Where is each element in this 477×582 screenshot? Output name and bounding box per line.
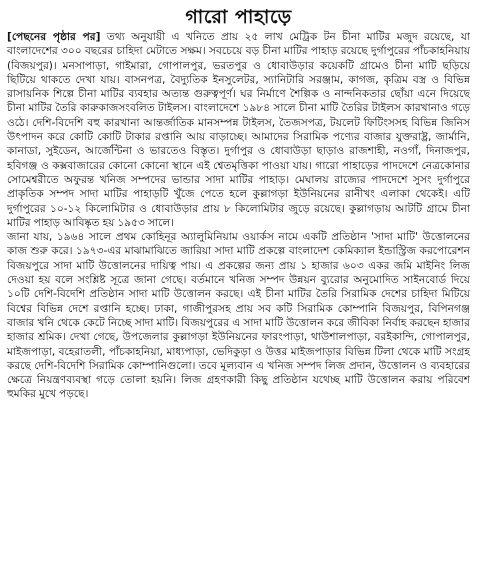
paragraph-text: তথ্য অনুযায়ী এ খনিতে প্রায় ২৫ লাখ মেট্রিক টন চীনা মাটির মজুদ রয়েছে, যা বাংলাদেশের ৩০০ বছরের চাহিদা মেটাতে সক্ষম। সবচেয়ে বড় চীনা মাটির পাহাড় রয়েছে দুর্গাপুরের পাঁচকাহনিয়ায় (বিজয়পুর)। মনসাপাড়া, গাইমারা, গোপালপুর, ভরতপুর ও ধোবাউড়ার কয়েকটি গ্রামেও চীনা মাটি ছড়িয়ে ছিটিয়ে থাকতে দেখা যায়। বাসনপত্র, বৈদ্যুতিক ইনসুলেটর, স্যানিটারি সরঞ্জাম, কাগজ, কৃত্রিম বস্ত্র ও বিভিন্ন রাসায়নিক শিল্পে চীনা মাটির ব্যবহার অত্যন্ত গুরুত্বপূর্ণ। ঘর নির্মাণে শৈল্পিক ও নান্দনিকতার ছোঁয়া এনে দিয়েছে চীনা মাটির তৈরি কারুকাজসংবলিত টাইলস। বাংলাদেশে ১৯৮৪ সালে চীনা মাটি তৈরির টাইলস কারখানাও গড়ে ওঠে। দেশি-বিদেশি বহু কারখানা আন্তর্জাতিক মানসম্পন্ন টাইলস, তৈজসপত্র, টয়লেট ফিটিংসসহ বিভিন্ন জিনিস উৎপাদন করে কোটি কোটি টাকার রপ্তানি আয় বাড়াচ্ছে। আমাদের সিরামিক পণ্যের বাজার যুক্তরাষ্ট্র, জার্মানি, কানাডা, সুইডেন, আর্জেন্টিনা ও ভারতেও বিস্তৃত। দুর্গাপুর ও ধোবাউড়া ছাড়াও রাজশাহী, নওগাঁ, দিনাজপুর, হবিগঞ্জ ও কক্সবাজারের কোনো কোনো স্থানে এই শ্বেতমৃত্তিকা পাওয়া যায়। গারো পাহাড়ের পাদদেশে নেত্রকোনার সোমেশ্বরীতে অফুরন্ত খনিজ সম্পদের ভান্ডার সাদা মাটির পাহাড়। মেঘালয় রাজ্যের পাদদেশে সুসং দুর্গাপুরে প্রাকৃতিক সম্পদ সাদা মাটির পাহাড়টি খুঁজে পেতে হলে কুল্লাগড়া ইউনিয়নের রানীখং এলাকা থেকেই। এটি দুর্গাপুরের ১০-১২ কিলোমিটার ও ধোবাউড়ার প্রায় ৮ কিলোমিটার জুড়ে রয়েছে। কুল্লাগড়ায় আটটি গ্রামে চীনা মাটির পাহাড় আবিষ্কৃত হয় ১৯৫৩ সালে। bbox=[7, 31, 470, 229]
article-paragraph bbox=[7, 230, 470, 402]
article-headline: গারো পাহাড়ে bbox=[185, 6, 292, 28]
continued-from-tag: [পেছনের পৃষ্ঠার পর] bbox=[7, 31, 101, 43]
article-paragraph bbox=[7, 30, 470, 230]
article-body bbox=[7, 30, 470, 402]
paragraph-text: জানা যায়, ১৯৬৪ সালে প্রথম কোহিনূর অ্যালুমিনিয়াম ওয়ার্কস নামে একটি প্রতিষ্ঠান 'সাদা মাটি' উত্তোলনের কাজ শুরু করে। ১৯৭৩-এর মাঝামাঝিতে জারিয়া সাদা মাটি প্রকল্পে বাংলাদেশ কেমিক্যাল ইন্ডাস্ট্রিজ করপোরেশন বিজয়পুরে সাদা মাটি উত্তোলনের দায়িত্ব পায়। এ প্রকল্পের জন্য প্রায় ১ হাজার ৬০৩ একর জমি মাইনিং লিজ দেওয়া হয় বলে সংশ্লিষ্ট সূত্রে জানা গেছে। বর্তমানে খনিজ সম্পদ উন্নয়ন ব্যুরোর অনুমোদিত সাইনবোর্ড দিয়ে ১০টি দেশি-বিদেশি প্রতিষ্ঠান সাদা মাটি উত্তোলন করছে। এই চীনা মাটির তৈরি সিরামিক দেশের চাহিদা মিটিয়ে বিশ্বের বিভিন্ন দেশে রপ্তানি হচ্ছে। ঢাকা, গাজীপুরসহ প্রায় সব কটি সিরামিক কোম্পানি বিজয়পুর, বিপিনগঞ্জ বাজার খনি থেকে কেটে নিচ্ছে সাদা মাটি। বিজয়পুরের এ সাদা মাটি উত্তোলন করে জীবিকা নির্বাহ করছেন হাজার হাজার শ্রমিক। দেখা গেছে, উপজেলার কুল্লাগড়া ইউনিয়নের ফারংপাড়া, থাউশালপাড়া, বরইকান্দি, গোপালপুর, মাইজপাড়া, বহেরাতলী, পাঁচকাহনিয়া, মাধ্যপাড়া, ভেদিকুড়া ও উত্তর মাইজপাড়ার বিভিন্ন টিলা থেকে মাটি সংগ্রহ করছে দেশি-বিদেশি সিরামিক কোম্পানিগুলো। তবে মূল্যবান এ খনিজ সম্পদ লিজ প্রদান, উত্তোলন ও ব্যবহারের ক্ষেত্রে নিয়ন্ত্রণব্যবস্থা গড়ে তোলা হয়নি। লিজ গ্রহণকারী কিছু প্রতিষ্ঠান যথেচ্ছ মাটি উত্তোলন করায় পরিবেশ হুমকির মুখে পড়ছে। bbox=[7, 231, 470, 401]
